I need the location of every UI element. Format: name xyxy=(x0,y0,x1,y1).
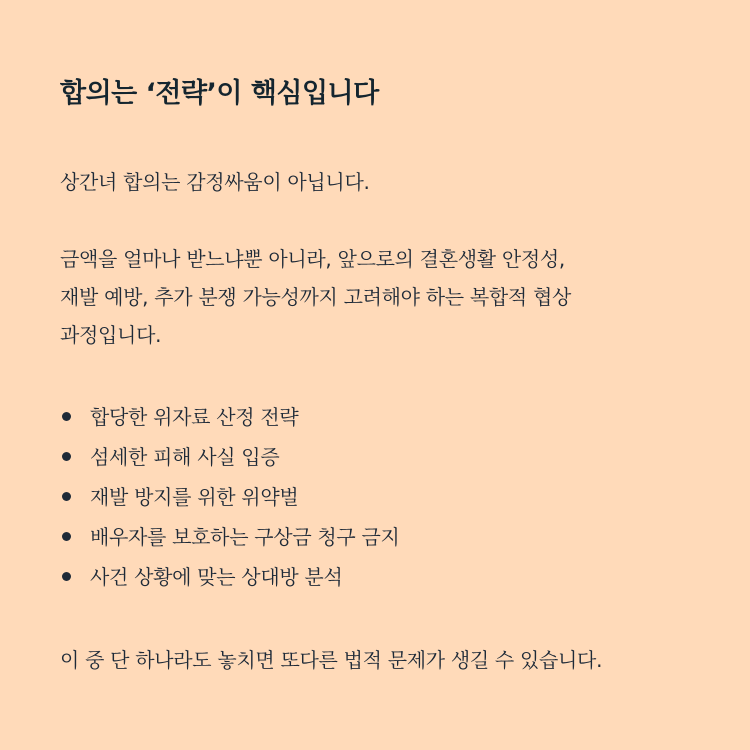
bullet-icon xyxy=(62,452,71,461)
bullet-icon xyxy=(62,492,71,501)
bullet-icon xyxy=(62,412,71,421)
list-item-label: 사건 상황에 맞는 상대방 분석 xyxy=(90,565,343,589)
list-item xyxy=(60,477,400,517)
closing-text: 이 중 단 하나라도 놓치면 또다른 법적 문제가 생길 수 있습니다. xyxy=(60,648,603,672)
list-item xyxy=(60,557,400,597)
list-item xyxy=(60,397,400,437)
list-item xyxy=(60,437,400,477)
list-item-label: 섬세한 피해 사실 입증 xyxy=(90,445,280,469)
intro-text: 상간녀 합의는 감정싸움이 아닙니다. xyxy=(60,170,370,194)
list-item-label: 재발 방지를 위한 위약벌 xyxy=(90,485,299,509)
bullet-icon xyxy=(62,572,71,581)
page-title: 합의는 ‘전략’이 핵심입니다 xyxy=(60,78,379,109)
list-item-label: 배우자를 보호하는 구상금 청구 금지 xyxy=(90,525,400,549)
body-paragraph xyxy=(60,240,571,354)
body-line: 금액을 얼마나 받느냐뿐 아니라, 앞으로의 결혼생활 안정성, xyxy=(60,247,565,271)
list-item xyxy=(60,517,400,557)
bullet-icon xyxy=(62,532,71,541)
bullet-list xyxy=(60,397,400,597)
body-line: 재발 예방, 추가 분쟁 가능성까지 고려해야 하는 복합적 협상 xyxy=(60,285,571,309)
list-item-label: 합당한 위자료 산정 전략 xyxy=(90,405,299,429)
body-line: 과정입니다. xyxy=(60,323,162,347)
